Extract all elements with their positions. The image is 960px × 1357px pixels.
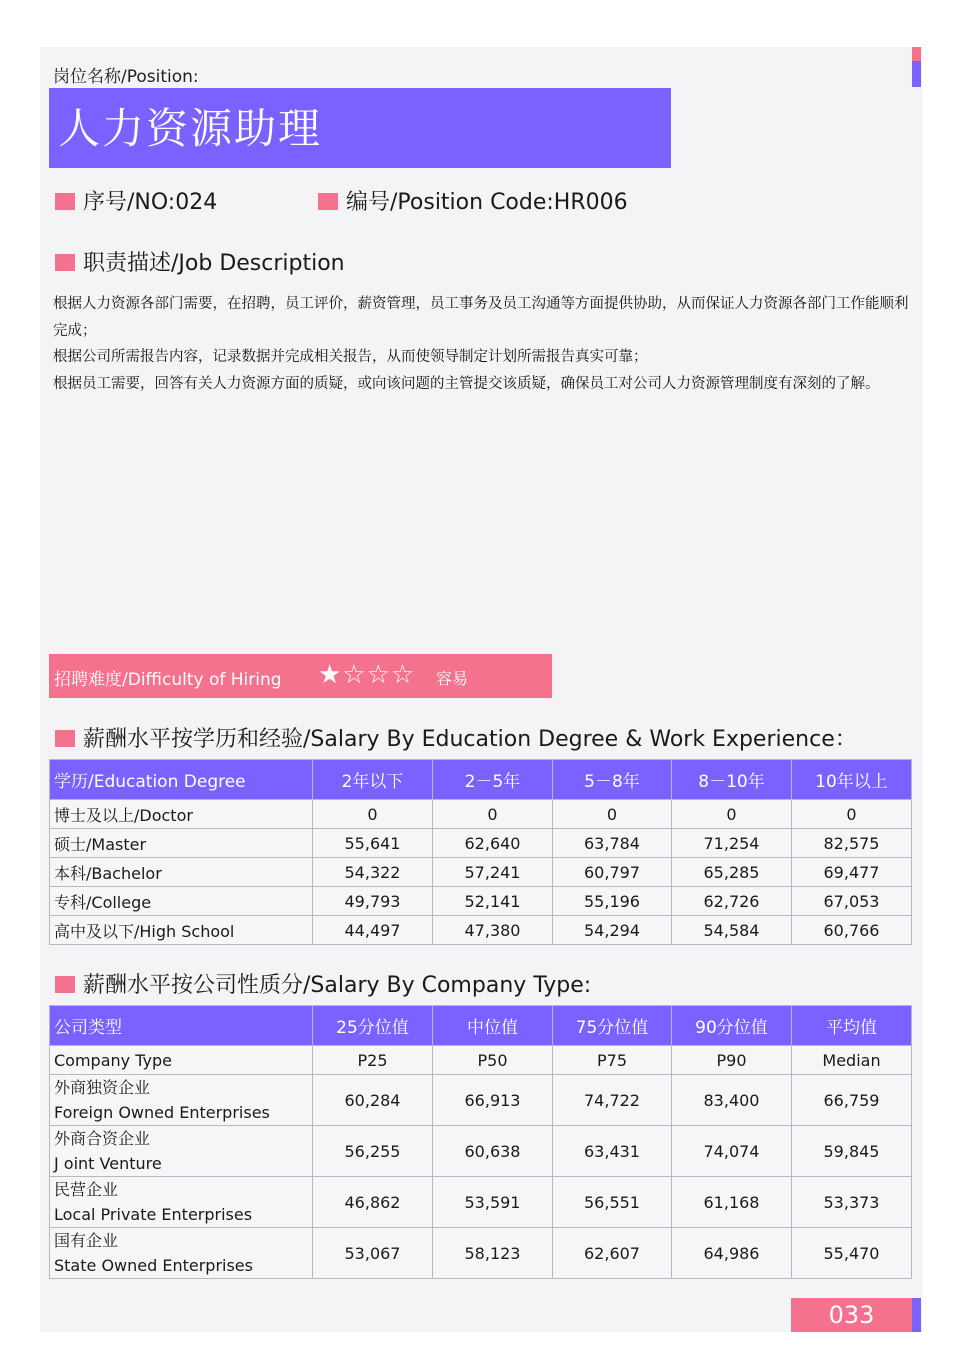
table-cell: 74,074 xyxy=(672,1126,792,1177)
column-header: 2－5年 xyxy=(433,760,553,800)
row-label xyxy=(50,1228,313,1279)
table-cell: 66,913 xyxy=(433,1075,553,1126)
table-row xyxy=(50,916,912,945)
serial-number-heading xyxy=(55,185,217,216)
table-cell: 46,862 xyxy=(313,1177,433,1228)
page-number: 033 xyxy=(791,1298,912,1332)
table-cell: 67,053 xyxy=(792,887,912,916)
table-row xyxy=(50,1228,912,1279)
row-label xyxy=(50,1126,313,1177)
table-row xyxy=(50,858,912,887)
table-cell: 65,285 xyxy=(672,858,792,887)
company-type-cn: 外商独资企业 xyxy=(54,1078,151,1097)
table-cell: 44,497 xyxy=(313,916,433,945)
column-header: 2年以下 xyxy=(313,760,433,800)
table-row xyxy=(50,1126,912,1177)
table-cell: 60,284 xyxy=(313,1075,433,1126)
table-cell: 0 xyxy=(433,800,553,829)
salary-education-heading xyxy=(55,722,857,753)
bullet-square-icon xyxy=(55,254,75,271)
table-row xyxy=(50,887,912,916)
page-number-accent xyxy=(912,1298,921,1332)
table-cell: P90 xyxy=(672,1046,792,1075)
column-header: 公司类型 xyxy=(50,1006,313,1046)
column-header: 学历/Education Degree xyxy=(50,760,313,800)
table-cell: P50 xyxy=(433,1046,553,1075)
bullet-square-icon xyxy=(318,193,338,210)
table-cell: 54,584 xyxy=(672,916,792,945)
table-cell: 59,845 xyxy=(792,1126,912,1177)
company-type-cn: 国有企业 xyxy=(54,1231,119,1250)
table-row xyxy=(50,1177,912,1228)
table-header-row xyxy=(50,760,912,800)
table-subheader-row xyxy=(50,1046,912,1075)
salary-company-title: 薪酬水平按公司性质分/Salary By Company Type: xyxy=(83,973,592,998)
job-description-text xyxy=(53,291,913,397)
table-cell: 49,793 xyxy=(313,887,433,916)
table-cell: 0 xyxy=(313,800,433,829)
table-cell: 69,477 xyxy=(792,858,912,887)
table-cell: 55,470 xyxy=(792,1228,912,1279)
job-duty-line: 根据公司所需报告内容，记录数据并完成相关报告，从而使领导制定计划所需报告真实可靠； xyxy=(53,349,648,365)
table-cell: 62,726 xyxy=(672,887,792,916)
table-cell: 60,797 xyxy=(553,858,672,887)
position-code-heading xyxy=(318,185,628,216)
hiring-difficulty-bar xyxy=(49,654,552,698)
bullet-square-icon xyxy=(55,976,75,993)
row-label xyxy=(50,1075,313,1126)
column-header: 90分位值 xyxy=(672,1006,792,1046)
table-cell: 54,294 xyxy=(553,916,672,945)
corner-accent-purple xyxy=(912,61,921,87)
job-duty-line: 根据员工需要，回答有关人力资源方面的质疑，或向该问题的主管提交该质疑，确保员工对公司人力资源管理制度有深刻的了解。 xyxy=(53,375,880,392)
column-header: 中位值 xyxy=(433,1006,553,1046)
column-header: 8－10年 xyxy=(672,760,792,800)
star-rating-icon: ★☆☆☆ xyxy=(318,660,416,690)
table-cell: 63,431 xyxy=(553,1126,672,1177)
company-type-en: Foreign Owned Enterprises xyxy=(54,1103,270,1122)
table-cell: 55,641 xyxy=(313,829,433,858)
job-description-heading xyxy=(55,246,345,277)
table-cell: 53,067 xyxy=(313,1228,433,1279)
table-cell: 71,254 xyxy=(672,829,792,858)
column-header: 10年以上 xyxy=(792,760,912,800)
job-duty-line: 根据人力资源各部门需要，在招聘，员工评价，薪资管理，员工事务及员工沟通等方面提供协助，从而保证人力资源各部门工作能顺利完成； xyxy=(53,296,909,339)
row-label: 本科/Bachelor xyxy=(50,858,313,887)
company-type-en: State Owned Enterprises xyxy=(54,1256,253,1275)
table-row xyxy=(50,800,912,829)
row-label: 专科/College xyxy=(50,887,313,916)
company-type-en: J oint Venture xyxy=(54,1154,162,1173)
position-code: 编号/Position Code:HR006 xyxy=(346,190,628,215)
table-header-row xyxy=(50,1006,912,1046)
table-cell: 58,123 xyxy=(433,1228,553,1279)
table-cell: 66,759 xyxy=(792,1075,912,1126)
hiring-difficulty-label: 招聘难度/Difficulty of Hiring xyxy=(54,670,282,690)
table-row xyxy=(50,829,912,858)
table-cell: 0 xyxy=(553,800,672,829)
position-label: 岗位名称/Position: xyxy=(53,67,199,87)
row-label xyxy=(50,1177,313,1228)
row-label: Company Type xyxy=(50,1046,313,1075)
hiring-difficulty-level: 容易 xyxy=(436,669,469,688)
table-cell: 62,640 xyxy=(433,829,553,858)
table-cell: 0 xyxy=(792,800,912,829)
row-label: 硕士/Master xyxy=(50,829,313,858)
company-type-cn: 民营企业 xyxy=(54,1180,119,1199)
table-cell: 54,322 xyxy=(313,858,433,887)
column-header: 75分位值 xyxy=(553,1006,672,1046)
table-cell: 60,638 xyxy=(433,1126,553,1177)
table-cell: 57,241 xyxy=(433,858,553,887)
company-type-cn: 外商合资企业 xyxy=(54,1129,151,1148)
table-cell: 74,722 xyxy=(553,1075,672,1126)
table-cell: 0 xyxy=(672,800,792,829)
table-cell: 61,168 xyxy=(672,1177,792,1228)
table-cell: 47,380 xyxy=(433,916,553,945)
company-type-en: Local Private Enterprises xyxy=(54,1205,253,1224)
table-cell: 64,986 xyxy=(672,1228,792,1279)
table-cell: 82,575 xyxy=(792,829,912,858)
position-title: 人力资源助理 xyxy=(58,104,323,153)
column-header: 平均值 xyxy=(792,1006,912,1046)
table-cell: 53,373 xyxy=(792,1177,912,1228)
table-cell: 60,766 xyxy=(792,916,912,945)
table-cell: Median xyxy=(792,1046,912,1075)
table-cell: P75 xyxy=(553,1046,672,1075)
salary-company-table xyxy=(49,1005,912,1279)
table-cell: 56,255 xyxy=(313,1126,433,1177)
job-description-title: 职责描述/Job Description xyxy=(83,251,345,276)
bullet-square-icon xyxy=(55,193,75,210)
table-cell: 63,784 xyxy=(553,829,672,858)
serial-number: 序号/NO:024 xyxy=(83,190,218,215)
salary-education-title: 薪酬水平按学历和经验/Salary By Education Degree & Work Experience： xyxy=(83,727,857,752)
table-cell: 83,400 xyxy=(672,1075,792,1126)
salary-company-heading xyxy=(55,968,591,999)
table-row xyxy=(50,1075,912,1126)
table-cell: 56,551 xyxy=(553,1177,672,1228)
column-header: 5－8年 xyxy=(553,760,672,800)
table-cell: P25 xyxy=(313,1046,433,1075)
table-cell: 52,141 xyxy=(433,887,553,916)
table-cell: 62,607 xyxy=(553,1228,672,1279)
bullet-square-icon xyxy=(55,730,75,747)
corner-accent-pink xyxy=(912,47,921,61)
column-header: 25分位值 xyxy=(313,1006,433,1046)
row-label: 高中及以下/High School xyxy=(50,916,313,945)
table-cell: 53,591 xyxy=(433,1177,553,1228)
table-cell: 55,196 xyxy=(553,887,672,916)
salary-education-table xyxy=(49,759,912,945)
row-label: 博士及以上/Doctor xyxy=(50,800,313,829)
